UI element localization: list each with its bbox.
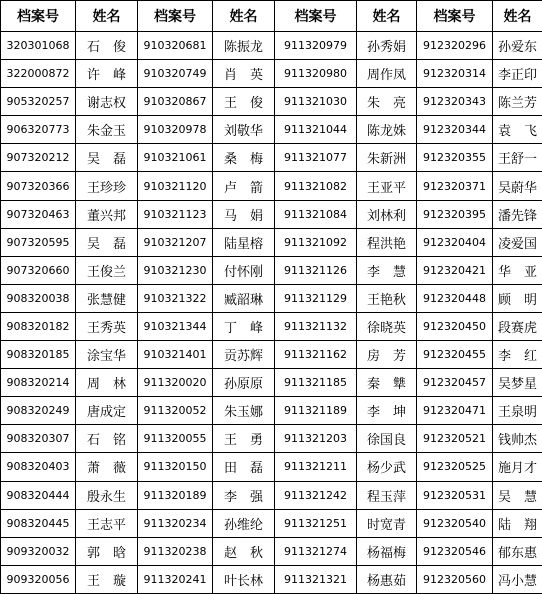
archive-number-cell: 912320450 bbox=[417, 312, 493, 340]
person-name-cell: 李 强 bbox=[213, 481, 275, 509]
person-name-cell: 朱新洲 bbox=[357, 144, 417, 172]
archive-number-cell: 907320595 bbox=[1, 228, 76, 256]
archive-number-cell: 910320978 bbox=[138, 116, 213, 144]
person-name-cell: 王 勇 bbox=[213, 425, 275, 453]
archive-number-cell: 911320241 bbox=[138, 565, 213, 593]
table-row bbox=[1, 397, 542, 425]
person-name-cell: 杨少武 bbox=[357, 453, 417, 481]
archive-number-cell: 909320032 bbox=[1, 537, 76, 565]
person-name-cell: 潘先锋 bbox=[493, 200, 542, 228]
person-name-cell: 房 芳 bbox=[357, 341, 417, 369]
archive-number-cell: 912320395 bbox=[417, 200, 493, 228]
person-name-cell: 吴 磊 bbox=[76, 144, 138, 172]
person-name-cell: 时宽青 bbox=[357, 509, 417, 537]
archive-number-cell: 912320525 bbox=[417, 453, 493, 481]
archive-number-cell: 910321322 bbox=[138, 284, 213, 312]
header-name: 姓名 bbox=[76, 1, 138, 32]
person-name-cell: 许 峰 bbox=[76, 60, 138, 88]
archive-number-cell: 911320055 bbox=[138, 425, 213, 453]
archive-number-cell: 911321084 bbox=[275, 200, 357, 228]
archive-number-cell: 910320749 bbox=[138, 60, 213, 88]
person-name-cell: 孙维纶 bbox=[213, 509, 275, 537]
archive-number-cell: 912320531 bbox=[417, 481, 493, 509]
archive-number-cell: 907320366 bbox=[1, 172, 76, 200]
person-name-cell: 王亚平 bbox=[357, 172, 417, 200]
table-row bbox=[1, 284, 542, 312]
person-name-cell: 谢志权 bbox=[76, 88, 138, 116]
person-name-cell: 王志平 bbox=[76, 509, 138, 537]
archive-number-cell: 912320448 bbox=[417, 284, 493, 312]
person-name-cell: 孙原原 bbox=[213, 369, 275, 397]
table-row bbox=[1, 537, 542, 565]
archive-number-cell: 911320150 bbox=[138, 453, 213, 481]
archive-number-cell: 911321211 bbox=[275, 453, 357, 481]
table-row bbox=[1, 453, 542, 481]
archive-number-cell: 912320560 bbox=[417, 565, 493, 593]
archive-number-cell: 911321129 bbox=[275, 284, 357, 312]
person-name-cell: 陈兰芳 bbox=[493, 88, 542, 116]
archive-number-cell: 908320249 bbox=[1, 397, 76, 425]
person-name-cell: 冯小慧 bbox=[493, 565, 542, 593]
archive-number-cell: 908320038 bbox=[1, 284, 76, 312]
person-name-cell: 王舒一 bbox=[493, 144, 542, 172]
archive-number-cell: 911320052 bbox=[138, 397, 213, 425]
archive-number-cell: 906320773 bbox=[1, 116, 76, 144]
person-name-cell: 朱金玉 bbox=[76, 116, 138, 144]
person-name-cell: 桑 梅 bbox=[213, 144, 275, 172]
person-name-cell: 王 璇 bbox=[76, 565, 138, 593]
archive-number-cell: 912320471 bbox=[417, 397, 493, 425]
archive-number-cell: 911321242 bbox=[275, 481, 357, 509]
person-name-cell: 陆 翔 bbox=[493, 509, 542, 537]
table-row bbox=[1, 369, 542, 397]
person-name-cell: 孙爱东 bbox=[493, 32, 542, 60]
archive-number-cell: 911321132 bbox=[275, 312, 357, 340]
person-name-cell: 朱 亮 bbox=[357, 88, 417, 116]
person-name-cell: 王泉明 bbox=[493, 397, 542, 425]
archive-number-cell: 912320421 bbox=[417, 256, 493, 284]
person-name-cell: 卢 箭 bbox=[213, 172, 275, 200]
archive-number-cell: 912320314 bbox=[417, 60, 493, 88]
archive-number-cell: 320301068 bbox=[1, 32, 76, 60]
person-name-cell: 秦 犨 bbox=[357, 369, 417, 397]
person-name-cell: 段赛虎 bbox=[493, 312, 542, 340]
table-row bbox=[1, 481, 542, 509]
person-name-cell: 陆星榕 bbox=[213, 228, 275, 256]
archive-number-cell: 910320867 bbox=[138, 88, 213, 116]
person-name-cell: 王珍珍 bbox=[76, 172, 138, 200]
person-name-cell: 钱帅杰 bbox=[493, 425, 542, 453]
table-row bbox=[1, 32, 542, 60]
archive-number-cell: 911321203 bbox=[275, 425, 357, 453]
person-name-cell: 李 慧 bbox=[357, 256, 417, 284]
person-name-cell: 丁 峰 bbox=[213, 312, 275, 340]
person-name-cell: 赵 秋 bbox=[213, 537, 275, 565]
archive-number-cell: 911320234 bbox=[138, 509, 213, 537]
person-name-cell: 董兴邦 bbox=[76, 200, 138, 228]
person-name-cell: 袁 飞 bbox=[493, 116, 542, 144]
archive-number-cell: 911321077 bbox=[275, 144, 357, 172]
person-name-cell: 凌爱国 bbox=[493, 228, 542, 256]
archive-number-cell: 911321030 bbox=[275, 88, 357, 116]
archive-number-cell: 908320403 bbox=[1, 453, 76, 481]
person-name-cell: 徐晓英 bbox=[357, 312, 417, 340]
archive-number-cell: 908320182 bbox=[1, 312, 76, 340]
table-row bbox=[1, 228, 542, 256]
archive-number-cell: 910321207 bbox=[138, 228, 213, 256]
archive-number-cell: 910321123 bbox=[138, 200, 213, 228]
archive-number-cell: 911320020 bbox=[138, 369, 213, 397]
person-name-cell: 叶长林 bbox=[213, 565, 275, 593]
header-archive-no: 档案号 bbox=[417, 1, 493, 32]
archive-number-cell: 911320980 bbox=[275, 60, 357, 88]
archive-number-cell: 912320546 bbox=[417, 537, 493, 565]
table-row bbox=[1, 256, 542, 284]
person-name-cell: 王 俊 bbox=[213, 88, 275, 116]
person-name-cell: 田 磊 bbox=[213, 453, 275, 481]
archive-number-cell: 908320185 bbox=[1, 341, 76, 369]
table-row bbox=[1, 144, 542, 172]
header-archive-no: 档案号 bbox=[275, 1, 357, 32]
table-row bbox=[1, 312, 542, 340]
person-name-cell: 李 红 bbox=[493, 341, 542, 369]
archive-number-cell: 910321344 bbox=[138, 312, 213, 340]
person-name-cell: 王艳秋 bbox=[357, 284, 417, 312]
archive-number-cell: 911321189 bbox=[275, 397, 357, 425]
archive-number-cell: 907320463 bbox=[1, 200, 76, 228]
person-name-cell: 萧 薇 bbox=[76, 453, 138, 481]
table-row bbox=[1, 425, 542, 453]
archive-number-cell: 322000872 bbox=[1, 60, 76, 88]
archive-number-cell: 910321401 bbox=[138, 341, 213, 369]
archive-number-cell: 908320444 bbox=[1, 481, 76, 509]
person-name-cell: 程洪艳 bbox=[357, 228, 417, 256]
archive-number-cell: 905320257 bbox=[1, 88, 76, 116]
table-row bbox=[1, 60, 542, 88]
archive-number-cell: 911321044 bbox=[275, 116, 357, 144]
person-name-cell: 郁东惠 bbox=[493, 537, 542, 565]
person-name-cell: 陈龙姝 bbox=[357, 116, 417, 144]
person-name-cell: 殷永生 bbox=[76, 481, 138, 509]
person-name-cell: 李正印 bbox=[493, 60, 542, 88]
archive-number-cell: 908320214 bbox=[1, 369, 76, 397]
person-name-cell: 吴梦星 bbox=[493, 369, 542, 397]
person-name-cell: 程玉萍 bbox=[357, 481, 417, 509]
table-row bbox=[1, 200, 542, 228]
archive-number-cell: 910320681 bbox=[138, 32, 213, 60]
person-name-cell: 徐国良 bbox=[357, 425, 417, 453]
person-name-cell: 吴 慧 bbox=[493, 481, 542, 509]
person-name-cell: 朱玉娜 bbox=[213, 397, 275, 425]
archive-number-cell: 912320455 bbox=[417, 341, 493, 369]
person-name-cell: 王秀英 bbox=[76, 312, 138, 340]
archive-number-cell: 911321126 bbox=[275, 256, 357, 284]
person-name-cell: 郭 晗 bbox=[76, 537, 138, 565]
table-body bbox=[1, 32, 542, 594]
archive-number-cell: 912320355 bbox=[417, 144, 493, 172]
person-name-cell: 付怀刚 bbox=[213, 256, 275, 284]
person-name-cell: 贡苏辉 bbox=[213, 341, 275, 369]
person-name-cell: 王俊兰 bbox=[76, 256, 138, 284]
header-name: 姓名 bbox=[213, 1, 275, 32]
archive-number-cell: 907320212 bbox=[1, 144, 76, 172]
archive-number-cell: 911321185 bbox=[275, 369, 357, 397]
person-name-cell: 涂宝华 bbox=[76, 341, 138, 369]
person-name-cell: 华 亚 bbox=[493, 256, 542, 284]
person-name-cell: 肖 英 bbox=[213, 60, 275, 88]
archive-number-cell: 912320344 bbox=[417, 116, 493, 144]
archive-number-cell: 910321061 bbox=[138, 144, 213, 172]
person-name-cell: 周 林 bbox=[76, 369, 138, 397]
person-name-cell: 唐成定 bbox=[76, 397, 138, 425]
archive-number-cell: 911320238 bbox=[138, 537, 213, 565]
person-name-cell: 刘林利 bbox=[357, 200, 417, 228]
person-name-cell: 石 俊 bbox=[76, 32, 138, 60]
archive-number-cell: 912320343 bbox=[417, 88, 493, 116]
archive-number-cell: 912320457 bbox=[417, 369, 493, 397]
header-archive-no: 档案号 bbox=[1, 1, 76, 32]
person-name-cell: 李 坤 bbox=[357, 397, 417, 425]
person-name-cell: 杨惠茹 bbox=[357, 565, 417, 593]
person-name-cell: 周作凤 bbox=[357, 60, 417, 88]
archive-number-cell: 910321230 bbox=[138, 256, 213, 284]
archive-number-cell: 911321274 bbox=[275, 537, 357, 565]
person-name-cell: 孙秀娟 bbox=[357, 32, 417, 60]
table-row bbox=[1, 565, 542, 593]
archive-number-cell: 911320979 bbox=[275, 32, 357, 60]
header-name: 姓名 bbox=[357, 1, 417, 32]
person-name-cell: 陈振龙 bbox=[213, 32, 275, 60]
archive-number-cell: 912320404 bbox=[417, 228, 493, 256]
archive-number-cell: 912320371 bbox=[417, 172, 493, 200]
person-name-cell: 施月才 bbox=[493, 453, 542, 481]
table-row bbox=[1, 509, 542, 537]
person-name-cell: 臧韶琳 bbox=[213, 284, 275, 312]
table-row bbox=[1, 172, 542, 200]
archive-number-cell: 911321092 bbox=[275, 228, 357, 256]
header-row bbox=[1, 1, 542, 32]
archive-number-cell: 912320540 bbox=[417, 509, 493, 537]
person-name-cell: 刘敬华 bbox=[213, 116, 275, 144]
person-name-cell: 顾 明 bbox=[493, 284, 542, 312]
archive-number-cell: 907320660 bbox=[1, 256, 76, 284]
person-name-cell: 张慧健 bbox=[76, 284, 138, 312]
archive-number-cell: 910321120 bbox=[138, 172, 213, 200]
archive-number-cell: 912320296 bbox=[417, 32, 493, 60]
header-name: 姓名 bbox=[493, 1, 542, 32]
person-name-cell: 吴蔚华 bbox=[493, 172, 542, 200]
archive-number-cell: 911321251 bbox=[275, 509, 357, 537]
table-row bbox=[1, 88, 542, 116]
person-name-cell: 吴 磊 bbox=[76, 228, 138, 256]
archive-number-cell: 911321321 bbox=[275, 565, 357, 593]
person-name-cell: 杨福梅 bbox=[357, 537, 417, 565]
table-row bbox=[1, 341, 542, 369]
table-row bbox=[1, 116, 542, 144]
archive-number-cell: 909320056 bbox=[1, 565, 76, 593]
header-archive-no: 档案号 bbox=[138, 1, 213, 32]
archive-number-cell: 911321162 bbox=[275, 341, 357, 369]
person-name-cell: 马 娟 bbox=[213, 200, 275, 228]
archive-number-cell: 908320445 bbox=[1, 509, 76, 537]
archive-number-cell: 908320307 bbox=[1, 425, 76, 453]
archive-number-cell: 911321082 bbox=[275, 172, 357, 200]
person-name-cell: 石 铭 bbox=[76, 425, 138, 453]
archive-number-cell: 911320189 bbox=[138, 481, 213, 509]
archive-number-cell: 912320521 bbox=[417, 425, 493, 453]
